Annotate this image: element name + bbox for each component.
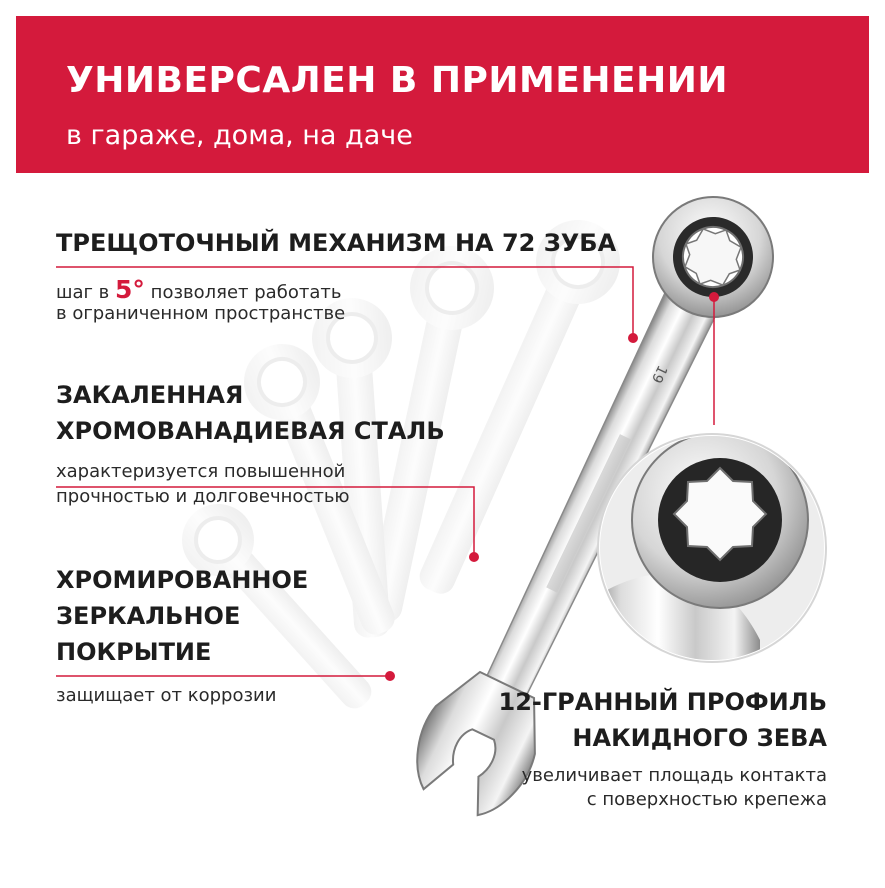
- svg-text:19: 19: [647, 362, 670, 386]
- feature-profile-title-line2: НАКИДНОГО ЗЕВА: [572, 724, 827, 752]
- feature-steel-desc-line1: характеризуется повышенной: [56, 461, 346, 482]
- feature-ratchet-desc-line2: в ограниченном пространстве: [56, 303, 346, 324]
- feature-profile-desc-line2: с поверхностью крепежа: [586, 789, 827, 810]
- feature-chrome-title-line2: ЗЕРКАЛЬНОЕ: [56, 602, 241, 630]
- feature-steel-title-line2: ХРОМОВАНАДИЕВАЯ СТАЛЬ: [56, 417, 445, 445]
- feature-steel-title-line1: ЗАКАЛЕННАЯ: [56, 381, 244, 409]
- banner-subtitle: в гараже, дома, на даче: [66, 120, 413, 151]
- feature-profile-title-line1: 12-ГРАННЫЙ ПРОФИЛЬ: [498, 688, 827, 716]
- feature-profile-desc-line1: увеличивает площадь контакта: [521, 765, 827, 786]
- feature-steel-desc-line2: прочностью и долговечностью: [56, 486, 350, 507]
- feature-chrome-title-line3: ПОКРЫТИЕ: [56, 638, 212, 666]
- feature-chrome-desc: защищает от коррозии: [56, 685, 277, 706]
- banner-title: УНИВЕРСАЛЕН В ПРИМЕНЕНИИ: [66, 60, 729, 101]
- feature-ratchet-desc-prefix: шаг в: [56, 282, 110, 303]
- feature-ratchet-step-value: 5°: [115, 275, 145, 304]
- feature-ratchet-desc-line1: [56, 275, 342, 304]
- feature-chrome-title-line1: ХРОМИРОВАННОЕ: [56, 566, 309, 594]
- feature-ratchet-title: ТРЕЩОТОЧНЫЙ МЕХАНИЗМ НА 72 ЗУБА: [56, 229, 617, 257]
- feature-ratchet-desc-suffix: позволяет работать: [150, 282, 342, 303]
